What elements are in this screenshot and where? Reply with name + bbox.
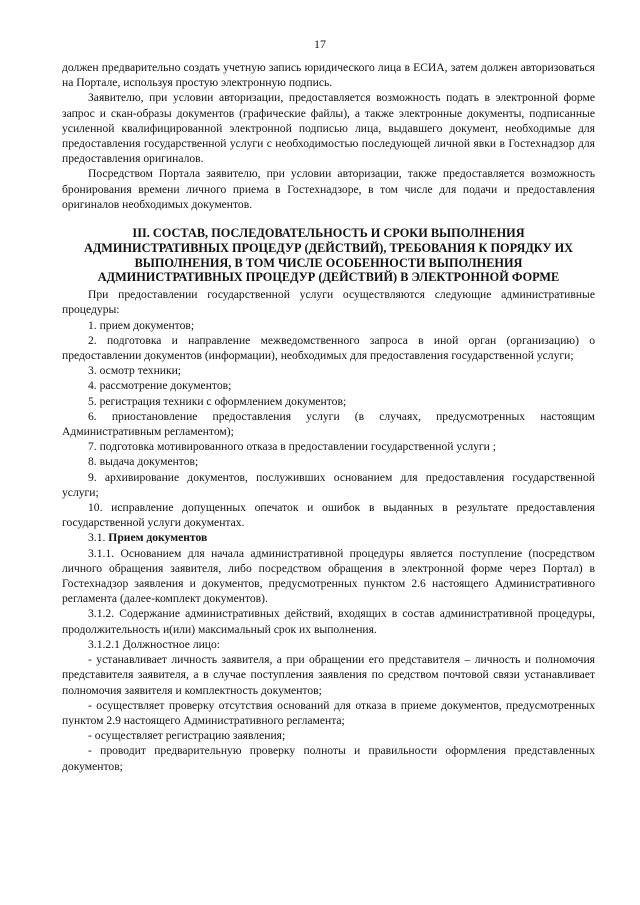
section-heading: III. СОСТАВ, ПОСЛЕДОВАТЕЛЬНОСТЬ И СРОКИ ВЫПОЛНЕНИЯ АДМИНИСТРАТИВНЫХ ПРОЦЕДУР (ДЕЙСТВИЙ), ТРЕБОВАНИЯ К ПОРЯДКУ ИХ ВЫПОЛНЕНИЯ, В ТОМ ЧИСЛЕ ОСОБЕННОСТИ ВЫПОЛНЕНИЯ АДМИНИСТРАТИВНЫХ ПРОЦЕДУР (ДЕЙСТВИЙ) В ЭЛЕКТРОННОЙ ФОРМЕ [83, 226, 574, 285]
procedure-item: 5. регистрация техники с оформлением документов; [88, 394, 347, 408]
procedure-item: 3. осмотр техники; [88, 364, 182, 378]
duty-item: - осуществляет проверку отсутствия оснований для отказа в приеме документов, предусмотренных пунктом 2.9 настоящего Административного регламента; [62, 698, 595, 727]
procedure-item: 4. рассмотрение документов; [88, 379, 232, 393]
paragraph: 3.1.2. Содержание административных действий, входящих в состав административной процедуры, продолжительность и(или) максимальный срок их выполнения. [62, 607, 595, 636]
paragraph: Посредством Портала заявителю, при условии авторизации, также предоставляется возможность бронирования времени личного приема в Гостехнадзоре, в том числе для подачи и предоставления оригиналов необходимых документов. [62, 167, 595, 211]
paragraph: должен предварительно создать учетную запись юридического лица в ЕСИА, затем должен авторизоваться на Портале, используя простую электронную подпись. [62, 61, 595, 90]
duty-item: - устанавливает личность заявителя, а при обращении его представителя – личность и полномочия представителя заявителя, а в случае поступления заявления по средством почтовой связи устанавливает полномочия заявителя и комплектность документов; [62, 653, 595, 697]
procedure-item: 8. выдача документов; [88, 455, 199, 469]
page-content [62, 60, 595, 774]
subsection-number: 3.1. [88, 531, 106, 545]
procedure-item: 2. подготовка и направление межведомственного запроса в иной орган (организацию) о предоставлении документов (информации), необходимых для предоставления государственной услуги; [62, 333, 595, 363]
procedure-item: 10. исправление допущенных опечаток и ошибок в выданных в результате предоставления государственной услуги документах. [62, 501, 595, 530]
procedure-item: 7. подготовка мотивированного отказа в предоставлении государственной услуги ; [88, 440, 496, 454]
duty-item: - осуществляет регистрацию заявления; [88, 729, 286, 743]
paragraph: Заявителю, при условии авторизации, предоставляется возможность подать в электронной форме запрос и скан-образы документов (графические файлы), а также электронные документы, подписанные усиленной квалифицированной электронной подписью лица, выдавшего документ, необходимые для предоставления государственной услуги с необходимостью последующей личной явки в Гостехнадзор для предоставления оригиналов. [62, 91, 595, 166]
subsection-heading [62, 530, 595, 545]
subsection-title: Прием документов [108, 531, 208, 545]
procedure-item: 1. прием документов; [88, 318, 195, 332]
page-number: 17 [314, 37, 326, 51]
duty-item: - проводит предварительную проверку полноты и правильности оформления представленных документов; [62, 744, 595, 773]
procedures-intro: При предоставлении государственной услуги осуществляются следующие административные процедуры: [62, 288, 595, 317]
procedure-item: 6. приостановление предоставления услуги (в случаях, предусмотренных настоящим Административным регламентом); [62, 409, 595, 439]
paragraph: 3.1.2.1 Должностное лицо: [88, 637, 221, 651]
procedure-item: 9. архивирование документов, послуживших основанием для предоставления государственной услуги; [62, 470, 595, 499]
paragraph: 3.1.1. Основанием для начала административной процедуры является поступление (посредством личного обращения заявителя, либо посредством обращения в электронной форме через Портал) в Гостехнадзор заявления и документов, предусмотренных пунктом 2.6 настоящего Административного регламента (далее-комплект документов). [62, 546, 595, 606]
